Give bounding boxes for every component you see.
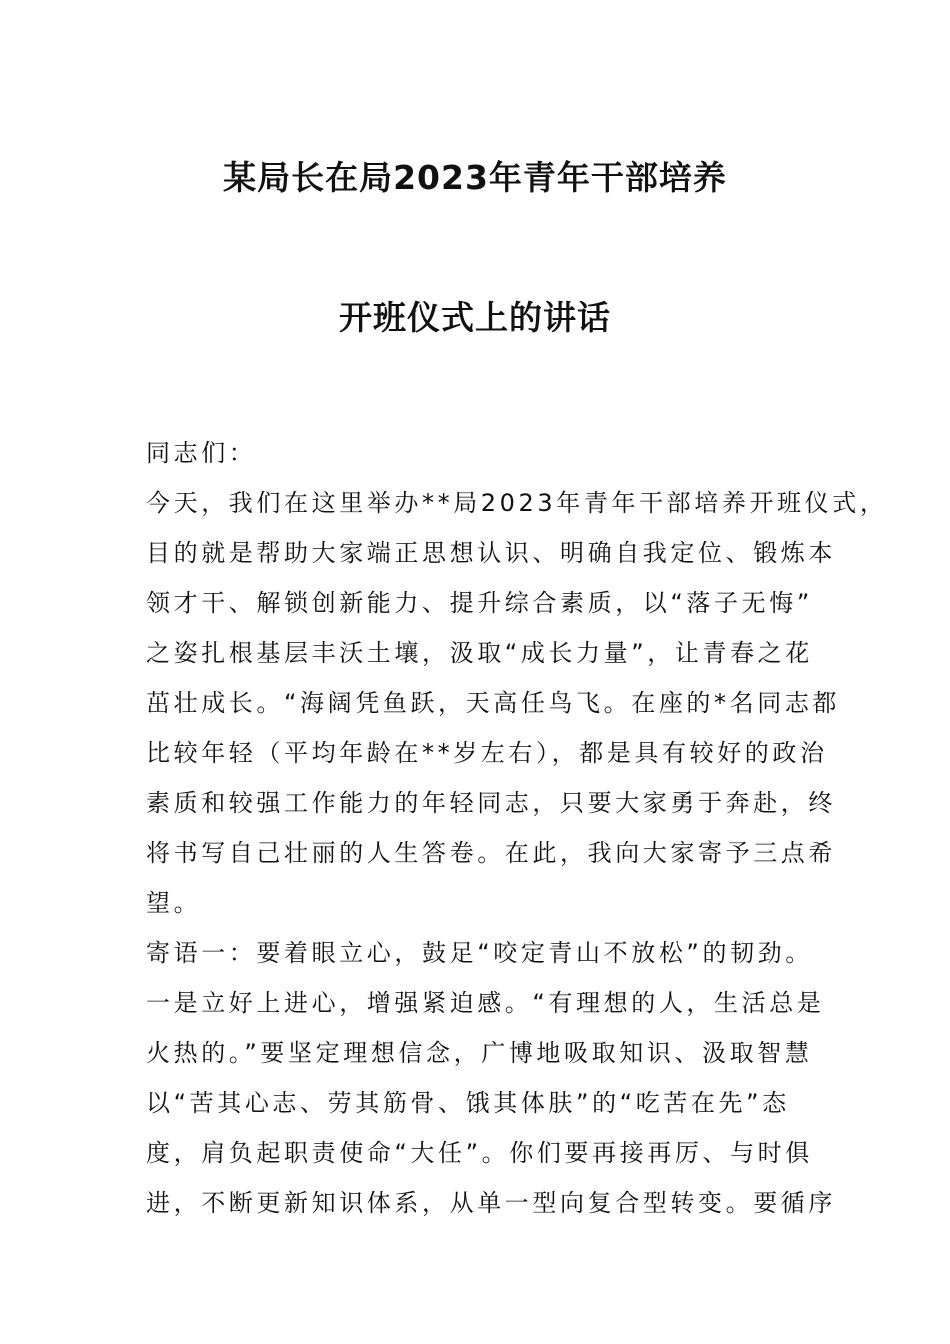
body-line: 目的就是帮助大家端正思想认识、明确自我定位、锻炼本 (146, 539, 836, 567)
body-line: 度，肩负起职责使命“大任”。你们要再接再厉、与时俱 (146, 1139, 813, 1167)
body-line: 茁壮成长。“海阔凭鱼跃，天高任鸟飞。在座的*名同志都 (146, 689, 841, 717)
body-line: 同志们： (146, 439, 257, 467)
document-body (146, 428, 888, 1228)
document-title-line-2: 开班仪式上的讲话 (339, 298, 611, 337)
body-line: 寄语一：要着眼立心，鼓足“咬定青山不放松”的韧劲。 (146, 939, 813, 967)
document-title-line-1: 某局长在局2023年青年干部培养 (223, 158, 727, 197)
body-line: 一是立好上进心，增强紧迫感。“有理想的人，生活总是 (146, 989, 825, 1017)
body-line: 将书写自己壮丽的人生答卷。在此，我向大家寄予三点希 (146, 839, 836, 867)
body-line: 进，不断更新知识体系，从单一型向复合型转变。要循序 (146, 1189, 836, 1217)
body-line: 领才干、解锁创新能力、提升综合素质，以“落子无悔” (146, 589, 813, 617)
body-line: 素质和较强工作能力的年轻同志，只要大家勇于奔赴，终 (146, 789, 836, 817)
body-line: 以“苦其心志、劳其筋骨、饿其体肤”的“吃苦在先”态 (146, 1089, 790, 1117)
body-line: 火热的。”要坚定理想信念，广博地吸取知识、汲取智慧 (146, 1039, 813, 1067)
body-line: 比较年轻（平均年龄在**岁左右），都是具有较好的政治 (146, 739, 828, 767)
body-line: 望。 (146, 889, 202, 917)
body-line: 之姿扎根基层丰沃土壤，汲取“成长力量”，让青春之花 (146, 639, 813, 667)
body-line: 今天，我们在这里举办**局2023年青年干部培养开班仪式， (146, 489, 888, 517)
